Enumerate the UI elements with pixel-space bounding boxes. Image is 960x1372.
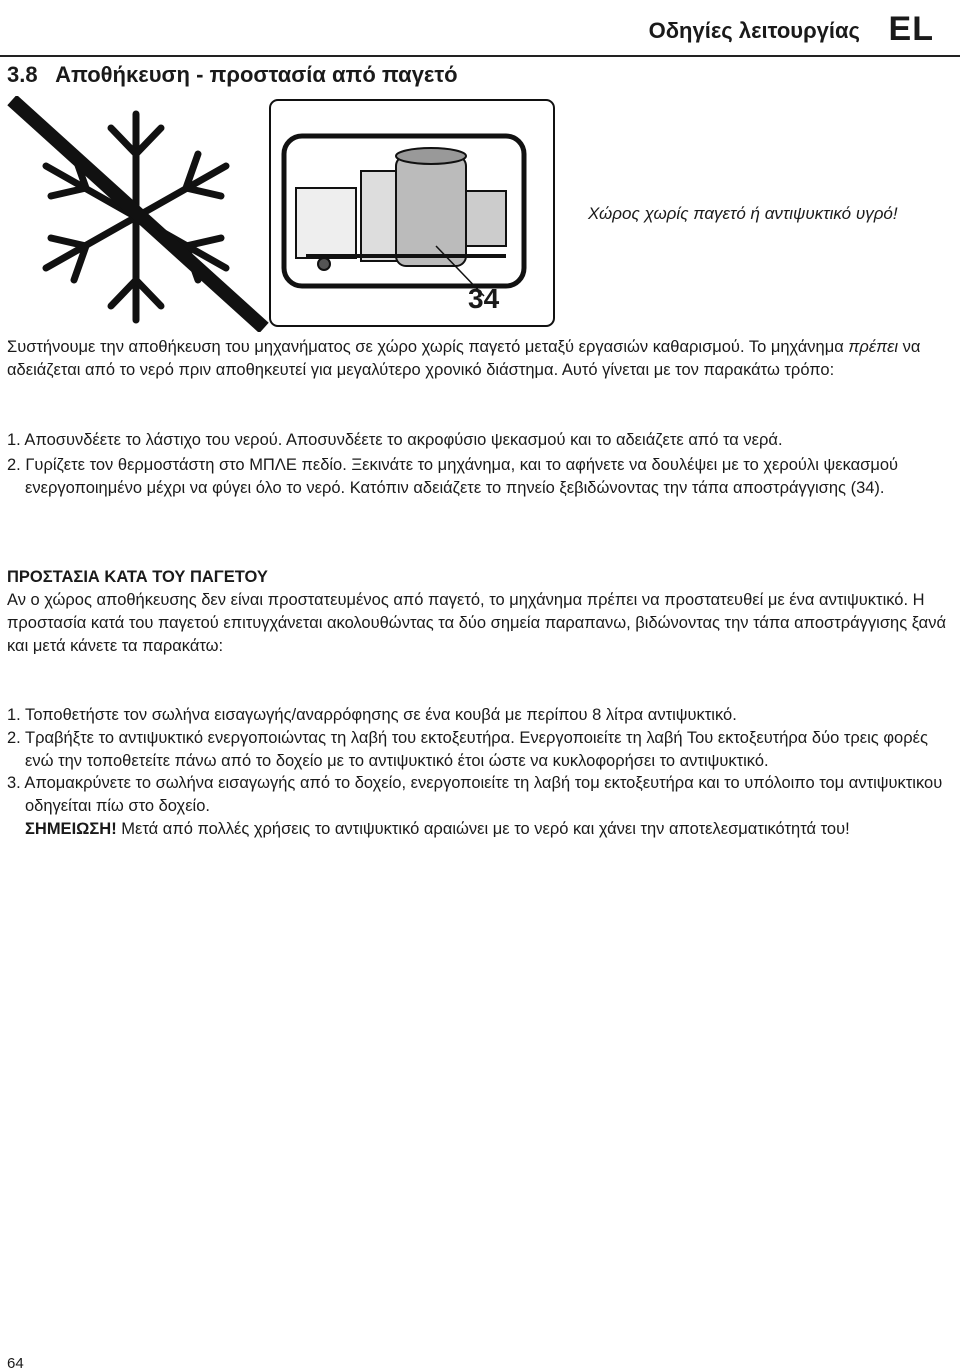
drain-step-2: 2. Γυρίζετε τον θερμοστάστη στο ΜΠΛΕ πεδίο. Ξεκινάτε το μηχάνημα, και το αφήνετε να δουλέψει με το χερούλι ψεκασμού ενεργοποιημένο μέχρι να φύγει όλο το νερό. Κατόπιν αδειάζετε το πηνείο ξεβιδώνοντας την τάπα αποστράγγισης (34). <box>7 455 899 497</box>
antifreeze-step-3: 3. Απομακρύνετε το σωλήνα εισαγωγής από το δοχείο, ενεργοποιείτε τη λαβή τομ εκτοξευτήρα και το υπόλοιπο τομ αντιψυκτικου οδηγείται πίω στο δοχείο. <box>7 774 943 816</box>
drain-step-1: 1. Αποσυνδέετε το λάστιχο του νερού. Αποσυνδέετε το ακροφύσιο ψεκασμού και το αδειάζετε από τα νερά. <box>7 431 783 449</box>
note-text: Μετά από πολλές χρήσεις το αντιψυκτικό αραιώνει με το νερό και χάνει την αποτελεσματικότητά του! <box>116 819 850 838</box>
antifreeze-step-2: 2. Τραβήξτε το αντιψυκτικό ενεργοποιώντας τη λαβή του εκτοξευτήρα. Ενεργοποιείτε τη λαβή Του εκτοξευτήρα δύο τρεις φορές ενώ την τοποθετείτε πάνω από το δοχείο με το αντιψυκτικό έτοι ώστε να κυκλοφορήσει το αντιψυκτικό. <box>7 728 928 770</box>
frost-heading: ΠΡΟΣΤΑΣΙΑ ΚΑΤΑ ΤΟΥ ΠΑΓΕΤΟΥ <box>7 568 268 586</box>
intro-text-post: να αδειάζεται από το νερό πριν αποθηκευτεί για μεγαλύτερο χρονικό διάστημα. Αυτό γίνεται με τον παρακάτω τρόπο: <box>7 338 921 379</box>
note-label: ΣΗΜΕΙΩΣΗ! <box>25 819 117 838</box>
section-title: 3.8 Αποθήκευση - προστασία από παγετό <box>7 62 458 87</box>
intro-paragraph <box>7 336 952 382</box>
page-number: 64 <box>7 1355 24 1372</box>
antifreeze-steps <box>7 704 952 841</box>
intro-emphasis: πρέπει <box>848 338 899 356</box>
header-rule <box>0 55 960 57</box>
figure-callout: 34 <box>468 283 500 314</box>
header-title: Οδηγίες λειτουργίας <box>648 18 860 43</box>
figure-caption: Χώρος χωρίς παγετό ή αντιψυκτικό υγρό! <box>588 204 898 223</box>
language-code: EL <box>888 10 934 48</box>
pressure-washer-drawing <box>270 100 554 326</box>
drain-steps <box>7 429 952 499</box>
note <box>7 818 952 841</box>
antifreeze-step-1: 1. Τοποθετήστε τον σωλήνα εισαγωγής/αναρρόφησης σε ένα κουβά με περίπου 8 λίτρα αντιψυκτικό. <box>7 706 737 724</box>
frost-paragraph: Αν ο χώρος αποθήκευσης δεν είναι προστατευμένος από παγετό, το μηχάνημα πρέπει να προστατευθεί με ένα αντιψυκτικό. Η προστασία κατά του παγετού επιτυγχάνεται ακολουθώντας τα δύο σημεία παραπανω, βιδώνοντας την τάπα αποστράγγισης ξανά και μετά κάνετε τα παρακάτω: <box>7 591 947 655</box>
intro-text-pre: Συστήνουμε την αποθήκευση του μηχανήματος σε χώρο χωρίς παγετό μεταξύ εργασιών καθαρισμού. Το μηχάνημα <box>7 338 849 356</box>
